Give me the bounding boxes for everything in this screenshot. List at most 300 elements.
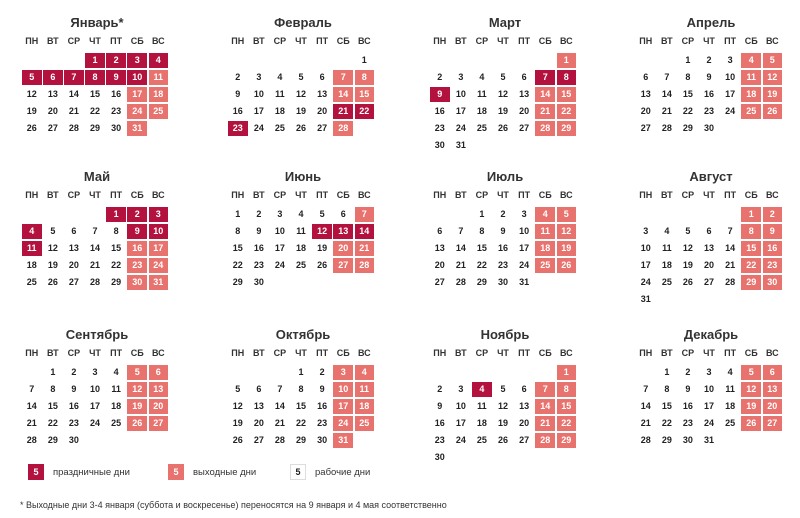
- day-cell: 14: [90, 242, 101, 253]
- day-cell: 27: [519, 122, 530, 133]
- day-cell: 6: [521, 383, 527, 394]
- day-cell: 4: [113, 366, 119, 377]
- day-cell: 13: [68, 242, 79, 253]
- weekend-day-cell: 14: [535, 87, 555, 103]
- weekend-day-cell: 5: [127, 365, 147, 381]
- day-cell: 7: [277, 383, 283, 394]
- empty-cell: [312, 53, 332, 69]
- day-cell: 7: [664, 71, 670, 82]
- weekend-day-cell: 8: [355, 70, 375, 86]
- day-cell: 19: [498, 417, 509, 428]
- day-cell: 3: [706, 366, 712, 377]
- day-cell: 23: [434, 122, 445, 133]
- day-cell: 20: [704, 259, 715, 270]
- weekday-header: ВТ: [47, 348, 59, 358]
- weekend-day-cell: 8: [741, 224, 761, 240]
- weekend-day-cell: 31: [149, 275, 169, 291]
- day-cell: 17: [704, 400, 715, 411]
- month-2: [228, 14, 378, 136]
- month-8: [636, 168, 786, 308]
- weekend-day-cell: 24: [333, 416, 353, 432]
- day-cell: 21: [90, 259, 101, 270]
- month-name: Июнь: [284, 169, 322, 184]
- month-7: [430, 168, 580, 290]
- day-cell: 11: [725, 383, 735, 394]
- day-cell: 26: [296, 122, 307, 133]
- day-cell: 17: [725, 88, 736, 99]
- weekend-day-cell: 17: [149, 241, 169, 257]
- day-cell: 3: [92, 366, 98, 377]
- weekend-day-cell: 6: [763, 365, 783, 381]
- weekday-header: СБ: [130, 190, 144, 200]
- day-cell: 24: [519, 259, 530, 270]
- weekday-header: СБ: [744, 190, 758, 200]
- weekday-header: СБ: [130, 36, 144, 46]
- day-cell: 18: [476, 105, 487, 116]
- weekend-day-cell: 29: [557, 433, 577, 449]
- day-cell: 30: [111, 122, 122, 133]
- weekday-header: ВТ: [253, 190, 265, 200]
- day-cell: 9: [706, 71, 712, 82]
- day-cell: 29: [90, 122, 101, 133]
- day-cell: 20: [434, 259, 445, 270]
- weekday-header: ЧТ: [497, 348, 509, 358]
- day-cell: 25: [111, 417, 122, 428]
- weekend-day-cell: 1: [741, 207, 761, 223]
- day-cell: 13: [253, 400, 264, 411]
- weekday-header: СР: [273, 190, 287, 200]
- weekend-day-cell: 3: [333, 365, 353, 381]
- holiday-day-cell: 3: [127, 53, 147, 69]
- day-cell: 30: [434, 140, 445, 151]
- day-cell: 17: [455, 105, 466, 116]
- empty-cell: [451, 207, 471, 223]
- weekend-day-cell: 26: [763, 104, 783, 120]
- day-cell: 11: [662, 242, 672, 253]
- weekday-header: ПН: [639, 348, 653, 358]
- weekend-day-cell: 27: [763, 416, 783, 432]
- day-cell: 6: [71, 225, 77, 236]
- day-cell: 24: [274, 259, 285, 270]
- day-cell: 8: [664, 383, 670, 394]
- day-cell: 15: [661, 400, 672, 411]
- month-6: [228, 168, 378, 290]
- day-cell: 5: [235, 383, 241, 394]
- month-name: Март: [488, 15, 522, 30]
- weekend-day-cell: 21: [535, 416, 555, 432]
- holiday-day-cell: 14: [355, 224, 375, 240]
- day-cell: 27: [47, 122, 58, 133]
- weekend-day-cell: 5: [741, 365, 761, 381]
- day-cell: 16: [434, 417, 445, 428]
- day-cell: 2: [500, 208, 506, 219]
- day-cell: 6: [706, 225, 712, 236]
- empty-cell: [430, 365, 450, 381]
- day-cell: 15: [476, 242, 487, 253]
- weekday-header: ПТ: [110, 348, 123, 358]
- weekday-header: ПН: [433, 348, 447, 358]
- day-cell: 10: [455, 88, 466, 99]
- holiday-day-cell: 9: [127, 224, 147, 240]
- day-cell: 27: [519, 434, 530, 445]
- empty-cell: [333, 53, 353, 69]
- weekend-day-cell: 17: [127, 87, 147, 103]
- weekday-header: ПТ: [724, 36, 737, 46]
- day-cell: 18: [274, 105, 285, 116]
- weekday-header: СБ: [744, 348, 758, 358]
- day-cell: 21: [661, 105, 672, 116]
- legend-weekend-swatch: 5: [168, 464, 184, 480]
- day-cell: 29: [661, 434, 672, 445]
- legend: [28, 464, 788, 480]
- holiday-day-cell: 3: [149, 207, 169, 223]
- weekday-header: ВТ: [47, 190, 59, 200]
- day-cell: 20: [519, 417, 530, 428]
- month-name: Октябрь: [275, 327, 331, 342]
- empty-cell: [85, 207, 105, 223]
- day-cell: 1: [361, 54, 367, 65]
- empty-cell: [657, 207, 677, 223]
- day-cell: 3: [727, 54, 733, 65]
- weekend-day-cell: 28: [535, 121, 555, 137]
- weekday-header: СР: [475, 348, 489, 358]
- weekday-header: ПН: [231, 36, 245, 46]
- day-cell: 12: [47, 242, 58, 253]
- day-cell: 3: [277, 208, 283, 219]
- weekday-header: ЧТ: [703, 36, 715, 46]
- weekday-header: ВС: [765, 190, 779, 200]
- weekend-day-cell: 15: [557, 399, 577, 415]
- month-grid: [430, 188, 580, 290]
- empty-cell: [636, 207, 656, 223]
- holiday-day-cell: 7: [535, 70, 555, 86]
- month-name: Ноябрь: [480, 327, 530, 342]
- month-1: [22, 14, 172, 136]
- weekend-day-cell: 2: [763, 207, 783, 223]
- day-cell: 23: [317, 417, 328, 428]
- empty-cell: [270, 365, 290, 381]
- weekend-day-cell: 26: [557, 258, 577, 274]
- day-cell: 22: [111, 259, 122, 270]
- day-cell: 24: [253, 122, 264, 133]
- weekday-header: ВС: [357, 36, 371, 46]
- day-cell: 27: [640, 122, 651, 133]
- empty-cell: [535, 53, 555, 69]
- weekend-day-cell: 15: [741, 241, 761, 257]
- day-cell: 7: [727, 225, 733, 236]
- day-cell: 6: [256, 383, 262, 394]
- day-cell: 8: [113, 225, 119, 236]
- day-cell: 8: [235, 225, 241, 236]
- day-cell: 24: [725, 105, 736, 116]
- day-cell: 11: [477, 400, 487, 411]
- weekday-header: СБ: [336, 348, 350, 358]
- weekend-day-cell: 25: [355, 416, 375, 432]
- day-cell: 25: [26, 276, 37, 287]
- day-cell: 22: [296, 417, 307, 428]
- holiday-day-cell: 21: [333, 104, 353, 120]
- day-cell: 20: [317, 105, 328, 116]
- weekday-header: СР: [681, 348, 695, 358]
- day-cell: 28: [640, 434, 651, 445]
- empty-cell: [636, 365, 656, 381]
- day-cell: 26: [47, 276, 58, 287]
- weekday-header: СР: [67, 36, 81, 46]
- day-cell: 11: [275, 88, 285, 99]
- empty-cell: [535, 365, 555, 381]
- day-cell: 29: [232, 276, 243, 287]
- day-cell: 22: [232, 259, 243, 270]
- weekday-header: ПН: [639, 36, 653, 46]
- day-cell: 24: [455, 122, 466, 133]
- weekend-day-cell: 28: [535, 433, 555, 449]
- day-cell: 13: [519, 400, 530, 411]
- legend-work: [290, 464, 370, 480]
- weekend-day-cell: 27: [333, 258, 353, 274]
- weekday-header: ПН: [25, 348, 39, 358]
- day-cell: 11: [296, 225, 306, 236]
- holiday-day-cell: 4: [22, 224, 42, 240]
- day-cell: 10: [704, 383, 715, 394]
- weekend-day-cell: 11: [535, 224, 555, 240]
- day-cell: 2: [685, 366, 691, 377]
- month-4: [636, 14, 786, 136]
- weekend-day-cell: 23: [127, 258, 147, 274]
- weekday-header: ЧТ: [89, 348, 101, 358]
- weekend-day-cell: 4: [535, 207, 555, 223]
- weekday-header: ВС: [559, 190, 573, 200]
- weekday-header: СР: [67, 190, 81, 200]
- empty-cell: [678, 207, 698, 223]
- weekend-day-cell: 20: [763, 399, 783, 415]
- day-cell: 5: [319, 208, 325, 219]
- weekday-header: ЧТ: [497, 36, 509, 46]
- weekend-day-cell: 21: [355, 241, 375, 257]
- day-cell: 23: [434, 434, 445, 445]
- empty-cell: [228, 53, 248, 69]
- month-name: Май: [83, 169, 111, 184]
- day-cell: 26: [317, 259, 328, 270]
- day-cell: 12: [498, 88, 509, 99]
- day-cell: 7: [458, 225, 464, 236]
- day-cell: 30: [434, 452, 445, 463]
- day-cell: 2: [71, 366, 77, 377]
- weekend-day-cell: 25: [535, 258, 555, 274]
- month-9: [22, 326, 172, 448]
- day-cell: 20: [47, 105, 58, 116]
- weekend-day-cell: 22: [741, 258, 761, 274]
- day-cell: 10: [519, 225, 530, 236]
- weekday-header: ЧТ: [89, 190, 101, 200]
- day-cell: 15: [90, 88, 101, 99]
- day-cell: 21: [274, 417, 285, 428]
- day-cell: 17: [274, 242, 285, 253]
- legend-work-label: рабочие дни: [315, 466, 371, 478]
- empty-cell: [514, 53, 534, 69]
- day-cell: 5: [50, 225, 56, 236]
- weekday-header: СБ: [130, 348, 144, 358]
- day-cell: 31: [455, 140, 466, 151]
- day-cell: 22: [476, 259, 487, 270]
- month-grid: [430, 346, 580, 466]
- day-cell: 9: [437, 400, 443, 411]
- weekend-day-cell: 19: [557, 241, 577, 257]
- weekday-header: ВС: [357, 348, 371, 358]
- weekday-header: СБ: [336, 190, 350, 200]
- weekend-day-cell: 29: [557, 121, 577, 137]
- day-cell: 15: [296, 400, 307, 411]
- day-cell: 31: [519, 276, 530, 287]
- weekend-day-cell: 19: [763, 87, 783, 103]
- day-cell: 24: [704, 417, 715, 428]
- day-cell: 15: [47, 400, 58, 411]
- weekday-header: ВС: [151, 36, 165, 46]
- day-cell: 21: [725, 259, 736, 270]
- weekend-day-cell: 5: [557, 207, 577, 223]
- day-cell: 5: [685, 225, 691, 236]
- day-cell: 3: [458, 71, 464, 82]
- day-cell: 19: [26, 105, 37, 116]
- day-cell: 27: [253, 434, 264, 445]
- month-name: Апрель: [686, 15, 736, 30]
- weekend-day-cell: 7: [355, 207, 375, 223]
- holiday-day-cell: 10: [127, 70, 147, 86]
- day-cell: 14: [68, 88, 79, 99]
- weekday-header: ПТ: [518, 190, 531, 200]
- day-cell: 11: [477, 88, 487, 99]
- empty-cell: [43, 207, 63, 223]
- day-cell: 13: [704, 242, 715, 253]
- day-cell: 8: [685, 71, 691, 82]
- empty-cell: [514, 365, 534, 381]
- day-cell: 21: [68, 105, 79, 116]
- weekday-header: ПТ: [316, 36, 329, 46]
- day-cell: 27: [68, 276, 79, 287]
- empty-cell: [22, 53, 42, 69]
- day-cell: 12: [682, 242, 693, 253]
- weekend-day-cell: 31: [333, 433, 353, 449]
- month-grid: [430, 34, 580, 154]
- day-cell: 27: [434, 276, 445, 287]
- weekday-header: ВС: [765, 36, 779, 46]
- day-cell: 12: [498, 400, 509, 411]
- weekday-header: ЧТ: [89, 36, 101, 46]
- day-cell: 25: [725, 417, 736, 428]
- weekend-day-cell: 13: [763, 382, 783, 398]
- day-cell: 23: [704, 105, 715, 116]
- weekend-day-cell: 30: [763, 275, 783, 291]
- weekend-day-cell: 15: [355, 87, 375, 103]
- day-cell: 8: [298, 383, 304, 394]
- weekday-header: ВТ: [253, 36, 265, 46]
- day-cell: 27: [317, 122, 328, 133]
- weekday-header: ПН: [433, 36, 447, 46]
- weekday-header: СР: [67, 348, 81, 358]
- weekend-day-cell: 18: [535, 241, 555, 257]
- holiday-day-cell: 12: [312, 224, 332, 240]
- empty-cell: [249, 53, 269, 69]
- empty-cell: [270, 53, 290, 69]
- weekday-header: ВТ: [47, 36, 59, 46]
- holiday-day-cell: 9: [106, 70, 126, 86]
- day-cell: 28: [68, 122, 79, 133]
- weekend-day-cell: 1: [557, 365, 577, 381]
- day-cell: 29: [476, 276, 487, 287]
- day-cell: 13: [317, 88, 328, 99]
- empty-cell: [249, 365, 269, 381]
- weekday-header: ПН: [231, 190, 245, 200]
- weekend-day-cell: 11: [355, 382, 375, 398]
- day-cell: 24: [640, 276, 651, 287]
- day-cell: 25: [476, 122, 487, 133]
- day-cell: 19: [498, 105, 509, 116]
- day-cell: 19: [47, 259, 58, 270]
- day-cell: 14: [26, 400, 37, 411]
- day-cell: 13: [519, 88, 530, 99]
- day-cell: 9: [319, 383, 325, 394]
- day-cell: 17: [640, 259, 651, 270]
- weekday-header: СБ: [538, 348, 552, 358]
- day-cell: 23: [68, 417, 79, 428]
- holiday-day-cell: 11: [22, 241, 42, 257]
- day-cell: 23: [498, 259, 509, 270]
- legend-work-swatch: 5: [290, 464, 306, 480]
- day-cell: 18: [661, 259, 672, 270]
- legend-holiday-swatch: 5: [28, 464, 44, 480]
- month-grid: [636, 346, 786, 448]
- day-cell: 30: [704, 122, 715, 133]
- day-cell: 20: [519, 105, 530, 116]
- day-cell: 20: [253, 417, 264, 428]
- weekend-day-cell: 5: [763, 53, 783, 69]
- weekday-header: ЧТ: [703, 190, 715, 200]
- day-cell: 22: [90, 105, 101, 116]
- weekday-header: ПТ: [518, 348, 531, 358]
- day-cell: 11: [111, 383, 121, 394]
- day-cell: 19: [682, 259, 693, 270]
- day-cell: 16: [68, 400, 79, 411]
- day-cell: 23: [253, 259, 264, 270]
- day-cell: 13: [640, 88, 651, 99]
- weekend-day-cell: 21: [535, 104, 555, 120]
- day-cell: 19: [296, 105, 307, 116]
- weekday-header: ЧТ: [703, 348, 715, 358]
- day-cell: 21: [455, 259, 466, 270]
- legend-weekend: [168, 464, 256, 480]
- day-cell: 1: [685, 54, 691, 65]
- day-cell: 16: [434, 105, 445, 116]
- month-grid: [228, 188, 378, 290]
- weekend-day-cell: 30: [127, 275, 147, 291]
- month-grid: [636, 34, 786, 136]
- legend-holiday-label: праздничные дни: [53, 466, 130, 478]
- weekday-header: СР: [273, 36, 287, 46]
- weekday-header: ПН: [25, 36, 39, 46]
- day-cell: 16: [253, 242, 264, 253]
- day-cell: 18: [26, 259, 37, 270]
- holiday-day-cell: 13: [333, 224, 353, 240]
- holiday-day-cell: 8: [85, 70, 105, 86]
- weekday-header: ПН: [639, 190, 653, 200]
- empty-cell: [720, 207, 740, 223]
- weekday-header: СБ: [538, 190, 552, 200]
- weekend-day-cell: 16: [127, 241, 147, 257]
- month-name: Декабрь: [683, 327, 739, 342]
- month-5: [22, 168, 172, 290]
- day-cell: 2: [437, 71, 443, 82]
- day-cell: 2: [319, 366, 325, 377]
- weekend-day-cell: 16: [763, 241, 783, 257]
